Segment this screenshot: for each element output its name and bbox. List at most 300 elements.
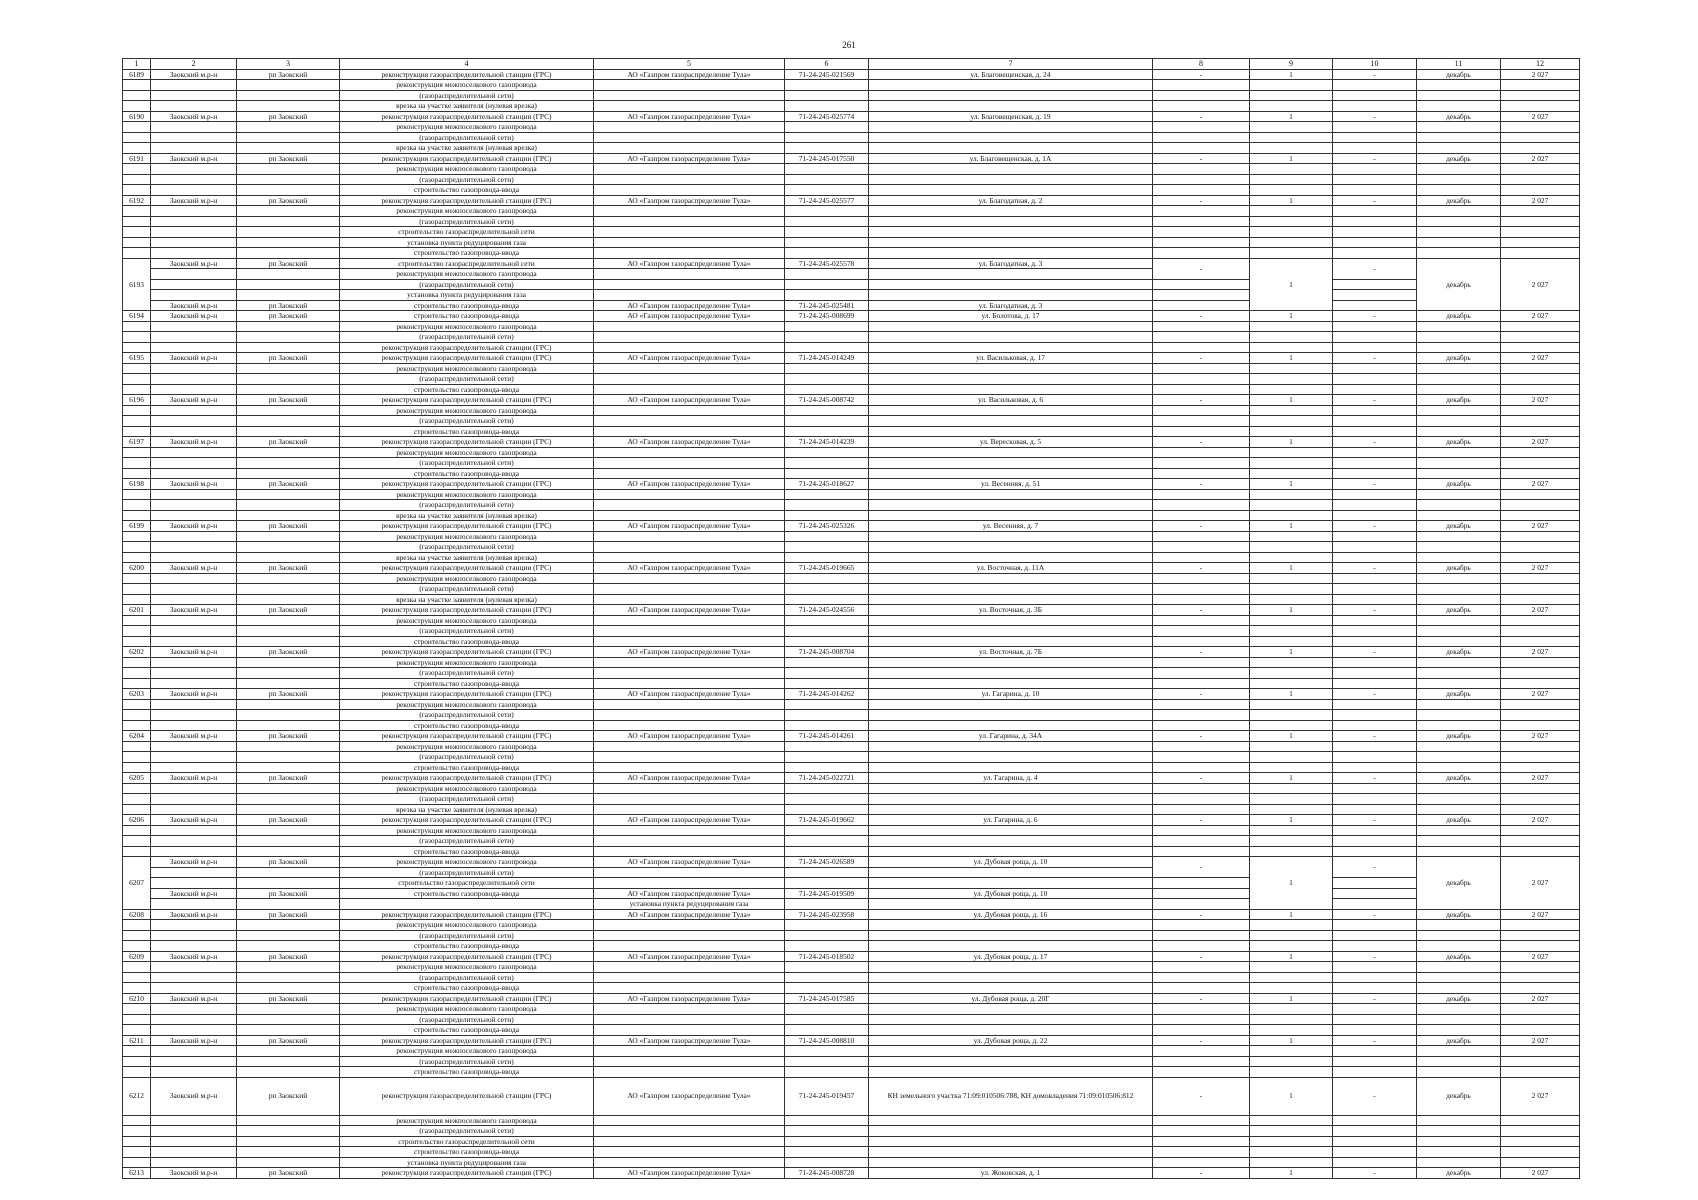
empty-cell [1250,636,1333,647]
col-8-value: - [1153,1168,1250,1179]
empty-cell [151,531,237,542]
empty-cell [151,584,237,595]
empty-cell [237,447,340,458]
empty-cell [869,573,1153,584]
empty-cell [151,1025,237,1036]
table-row [123,153,1580,164]
empty-cell [1417,332,1501,343]
operator: АО «Газпром газораспределение Тула» [594,353,785,364]
empty-cell [151,500,237,511]
empty-cell [1501,90,1580,101]
work-type: реконструкция газораспределительной станции (ГРС) [340,395,594,406]
empty-cell [1153,899,1250,910]
empty-cell [1417,762,1501,773]
empty-cell [340,899,594,910]
empty-cell [1250,500,1333,511]
empty-cell [869,1157,1153,1168]
empty-cell [123,1126,151,1137]
empty-cell [237,1136,340,1147]
empty-cell [1333,342,1417,353]
empty-cell [1153,279,1250,290]
empty-cell [785,237,869,248]
empty-cell [594,500,785,511]
district: Заокский м.р-н [151,563,237,574]
empty-cell [151,458,237,469]
empty-cell [1417,216,1501,227]
empty-cell [594,489,785,500]
empty-cell [151,332,237,343]
table-row [123,783,1580,794]
empty-cell [151,216,237,227]
empty-cell [785,458,869,469]
empty-cell [123,657,151,668]
empty-cell [1333,699,1417,710]
empty-cell [1153,1126,1250,1137]
empty-cell [1417,941,1501,952]
empty-cell [1153,626,1250,637]
work-type: реконструкция межпоселкового газопровода [340,405,594,416]
empty-cell [123,468,151,479]
empty-cell [1501,752,1580,763]
empty-cell [869,279,1153,290]
empty-cell [594,594,785,605]
table-row [123,668,1580,679]
empty-cell [594,836,785,847]
completion-year: 2 027 [1501,773,1580,784]
empty-cell [123,342,151,353]
empty-cell [123,710,151,721]
empty-cell [1153,636,1250,647]
empty-cell [1333,542,1417,553]
column-number-5: 5 [594,59,785,70]
work-type: реконструкция межпоселкового газопровода [340,531,594,542]
empty-cell [151,405,237,416]
empty-cell [1417,783,1501,794]
settlement: рп Заокский [237,111,340,122]
table-row [123,164,1580,175]
empty-cell [237,468,340,479]
empty-cell [1250,552,1333,563]
work-type: реконструкция газораспределительной станции (ГРС) [340,815,594,826]
empty-cell [151,426,237,437]
empty-cell [1501,983,1580,994]
empty-cell [1501,1004,1580,1015]
empty-cell [151,678,237,689]
empty-cell [237,762,340,773]
district: Заокский м.р-н [151,857,237,868]
empty-cell [237,825,340,836]
completion-year: 2 027 [1501,311,1580,322]
empty-cell [1501,80,1580,91]
address: ул. Васильковая, д. 17 [869,353,1153,364]
empty-cell [151,636,237,647]
col-10-value: - [1333,1168,1417,1179]
col-9-value: 1 [1250,815,1333,826]
completion-month: декабрь [1417,647,1501,658]
empty-cell [1333,1136,1417,1147]
settlement: рп Заокский [237,395,340,406]
empty-cell [151,227,237,238]
completion-year: 2 027 [1501,605,1580,616]
completion-month: декабрь [1417,1077,1501,1115]
work-type: реконструкция межпоселкового газопровода [340,122,594,133]
address: ул. Дубовая роща, д. 20Г [869,993,1153,1004]
col-9-value: 1 [1250,563,1333,574]
empty-cell [123,804,151,815]
table-row [123,90,1580,101]
work-type: строительство газопровода-ввода [340,1147,594,1158]
empty-cell [1333,899,1417,910]
empty-cell [123,626,151,637]
table-row [123,300,1580,311]
empty-cell [1333,489,1417,500]
empty-cell [237,710,340,721]
empty-cell [151,342,237,353]
empty-cell [237,164,340,175]
empty-cell [123,720,151,731]
record-number: 6205 [123,773,151,784]
empty-cell [594,710,785,721]
settlement: рп Заокский [237,951,340,962]
table-row [123,573,1580,584]
empty-cell [594,132,785,143]
empty-cell [1333,143,1417,154]
empty-cell [151,930,237,941]
col-10-value: - [1333,773,1417,784]
empty-cell [594,941,785,952]
empty-cell [1250,983,1333,994]
table-row [123,699,1580,710]
empty-cell [1501,573,1580,584]
work-type: реконструкция межпоселкового газопровода [340,825,594,836]
empty-cell [1417,1157,1501,1168]
address: ул. Гагарина, д. 4 [869,773,1153,784]
empty-cell [123,1115,151,1126]
empty-cell [1501,794,1580,805]
empty-cell [237,552,340,563]
district: Заокский м.р-н [151,647,237,658]
empty-cell [1501,636,1580,647]
empty-cell [1153,699,1250,710]
col-8-value: - [1153,437,1250,448]
empty-cell [869,468,1153,479]
col-8-value: - [1153,1035,1250,1046]
empty-cell [594,668,785,679]
empty-cell [237,227,340,238]
empty-cell [1417,1126,1501,1137]
table-row [123,101,1580,112]
completion-month: декабрь [1417,857,1501,910]
empty-cell [123,248,151,259]
work-type: реконструкция газораспределительной станции (ГРС) [340,342,594,353]
empty-cell [1417,321,1501,332]
empty-cell [869,290,1153,301]
empty-cell [237,699,340,710]
empty-cell [594,972,785,983]
settlement: рп Заокский [237,888,340,899]
empty-cell [594,983,785,994]
empty-cell [1417,573,1501,584]
object-code: 71-24-245-014261 [785,731,869,742]
column-number-10: 10 [1333,59,1417,70]
table-row [123,531,1580,542]
empty-cell [123,132,151,143]
completion-month: декабрь [1417,395,1501,406]
col-8-value: - [1153,69,1250,80]
table-row [123,1046,1580,1057]
empty-cell [237,174,340,185]
empty-cell [1250,972,1333,983]
work-type: реконструкция газораспределительной станции (ГРС) [340,605,594,616]
empty-cell [237,279,340,290]
empty-cell [869,615,1153,626]
empty-cell [1501,1046,1580,1057]
empty-cell [1333,237,1417,248]
record-number: 6196 [123,395,151,406]
settlement: рп Заокский [237,909,340,920]
empty-cell [1417,489,1501,500]
empty-cell [123,1136,151,1147]
empty-cell [785,143,869,154]
empty-cell [785,447,869,458]
col-10-value: - [1333,909,1417,920]
object-code: 71-24-245-025481 [785,300,869,311]
table-row [123,290,1580,301]
object-code: 71-24-245-017550 [785,153,869,164]
completion-month: декабрь [1417,437,1501,448]
district: Заокский м.р-н [151,951,237,962]
empty-cell [594,1136,785,1147]
empty-cell [1153,668,1250,679]
col-10-value: - [1333,195,1417,206]
empty-cell [1501,489,1580,500]
empty-cell [151,962,237,973]
empty-cell [237,1004,340,1015]
empty-cell [1153,500,1250,511]
empty-cell [1417,132,1501,143]
col-9-value: 1 [1250,153,1333,164]
empty-cell [1501,122,1580,133]
settlement: рп Заокский [237,1035,340,1046]
table-row [123,899,1580,910]
work-type: строительство газопровода-ввода [340,311,594,322]
empty-cell [1250,510,1333,521]
empty-cell [869,489,1153,500]
empty-cell [123,752,151,763]
work-type: реконструкция газораспределительной станции (ГРС) [340,951,594,962]
table-row [123,920,1580,931]
empty-cell [785,846,869,857]
work-type: строительство газопровода-ввода [340,941,594,952]
work-type: (газораспределительной сети) [340,332,594,343]
empty-cell [1153,846,1250,857]
empty-cell [1417,594,1501,605]
empty-cell [1153,300,1250,311]
empty-cell [869,930,1153,941]
completion-year: 2 027 [1501,258,1580,311]
address: ул. Вересковая, д. 5 [869,437,1153,448]
empty-cell [1153,90,1250,101]
empty-cell [1333,332,1417,343]
table-row [123,951,1580,962]
table-row [123,584,1580,595]
empty-cell [151,90,237,101]
empty-cell [1153,1136,1250,1147]
empty-cell [1417,342,1501,353]
empty-cell [123,164,151,175]
address: ул. Благовещенская, д. 1А [869,153,1153,164]
empty-cell [1501,699,1580,710]
table-row [123,1126,1580,1137]
record-number: 6198 [123,479,151,490]
empty-cell [1250,468,1333,479]
empty-cell [1250,206,1333,217]
empty-cell [785,573,869,584]
object-code: 71-24-245-018502 [785,951,869,962]
empty-cell [1333,962,1417,973]
empty-cell [237,1056,340,1067]
table-row [123,1014,1580,1025]
empty-cell [1153,972,1250,983]
empty-cell [1501,941,1580,952]
table-row [123,542,1580,553]
empty-cell [594,636,785,647]
empty-cell [1333,80,1417,91]
empty-cell [1153,426,1250,437]
empty-cell [1501,836,1580,847]
empty-cell [1501,930,1580,941]
table-row [123,447,1580,458]
col-9-value: 1 [1250,731,1333,742]
empty-cell [1417,962,1501,973]
empty-cell [869,636,1153,647]
empty-cell [237,80,340,91]
empty-cell [1417,1056,1501,1067]
empty-cell [869,426,1153,437]
col-9-value: 1 [1250,909,1333,920]
work-type: реконструкция газораспределительной станции (ГРС) [340,647,594,658]
district: Заокский м.р-н [151,258,237,269]
empty-cell [123,332,151,343]
col-8-value: - [1153,993,1250,1004]
empty-cell [594,237,785,248]
empty-cell [1153,794,1250,805]
empty-cell [1333,972,1417,983]
record-number: 6190 [123,111,151,122]
empty-cell [869,710,1153,721]
settlement: рп Заокский [237,153,340,164]
empty-cell [594,531,785,542]
empty-cell [1501,1067,1580,1078]
work-type: реконструкция межпоселкового газопровода [340,269,594,280]
empty-cell [1501,657,1580,668]
table-row [123,710,1580,721]
completion-month: декабрь [1417,689,1501,700]
table-row [123,836,1580,847]
empty-cell [869,132,1153,143]
col-10-value: - [1333,647,1417,658]
empty-cell [1153,374,1250,385]
table-row [123,878,1580,889]
completion-year: 2 027 [1501,857,1580,910]
empty-cell [1153,468,1250,479]
district: Заокский м.р-н [151,773,237,784]
empty-cell [1501,678,1580,689]
empty-cell [594,426,785,437]
empty-cell [237,783,340,794]
record-number: 6208 [123,909,151,920]
empty-cell [785,174,869,185]
col-9-value: 1 [1250,857,1333,910]
table-row [123,773,1580,784]
empty-cell [123,80,151,91]
empty-cell [1250,615,1333,626]
empty-cell [1333,1147,1417,1158]
empty-cell [869,1056,1153,1067]
empty-cell [869,1136,1153,1147]
work-type: реконструкция межпоселкового газопровода [340,321,594,332]
empty-cell [1153,594,1250,605]
empty-cell [785,794,869,805]
empty-cell [594,405,785,416]
work-type: реконструкция межпоселкового газопровода [340,573,594,584]
empty-cell [151,626,237,637]
empty-cell [151,846,237,857]
col-10-value: - [1333,395,1417,406]
empty-cell [151,762,237,773]
empty-cell [594,1147,785,1158]
empty-cell [869,321,1153,332]
empty-cell [1333,888,1417,899]
empty-cell [123,416,151,427]
empty-cell [1333,1025,1417,1036]
empty-cell [151,321,237,332]
empty-cell [1153,804,1250,815]
empty-cell [1417,164,1501,175]
empty-cell [594,1157,785,1168]
empty-cell [123,426,151,437]
address: ул. Благодатная, д. 3 [869,300,1153,311]
empty-cell [123,972,151,983]
operator: АО «Газпром газораспределение Тула» [594,888,785,899]
empty-cell [1333,720,1417,731]
empty-cell [1501,132,1580,143]
district: Заокский м.р-н [151,993,237,1004]
completion-month: декабрь [1417,909,1501,920]
empty-cell [869,206,1153,217]
empty-cell [1250,426,1333,437]
empty-cell [1153,573,1250,584]
work-type: (газораспределительной сети) [340,458,594,469]
empty-cell [785,374,869,385]
empty-cell [785,962,869,973]
empty-cell [151,206,237,217]
empty-cell [1333,636,1417,647]
col-9-value: 1 [1250,951,1333,962]
empty-cell [785,426,869,437]
table-row [123,909,1580,920]
empty-cell [1333,290,1417,301]
object-code: 71-24-245-008728 [785,1168,869,1179]
empty-cell [1417,552,1501,563]
empty-cell [1501,332,1580,343]
empty-cell [1417,405,1501,416]
empty-cell [237,678,340,689]
table-row [123,1067,1580,1078]
empty-cell [785,101,869,112]
empty-cell [151,615,237,626]
empty-cell [123,1025,151,1036]
